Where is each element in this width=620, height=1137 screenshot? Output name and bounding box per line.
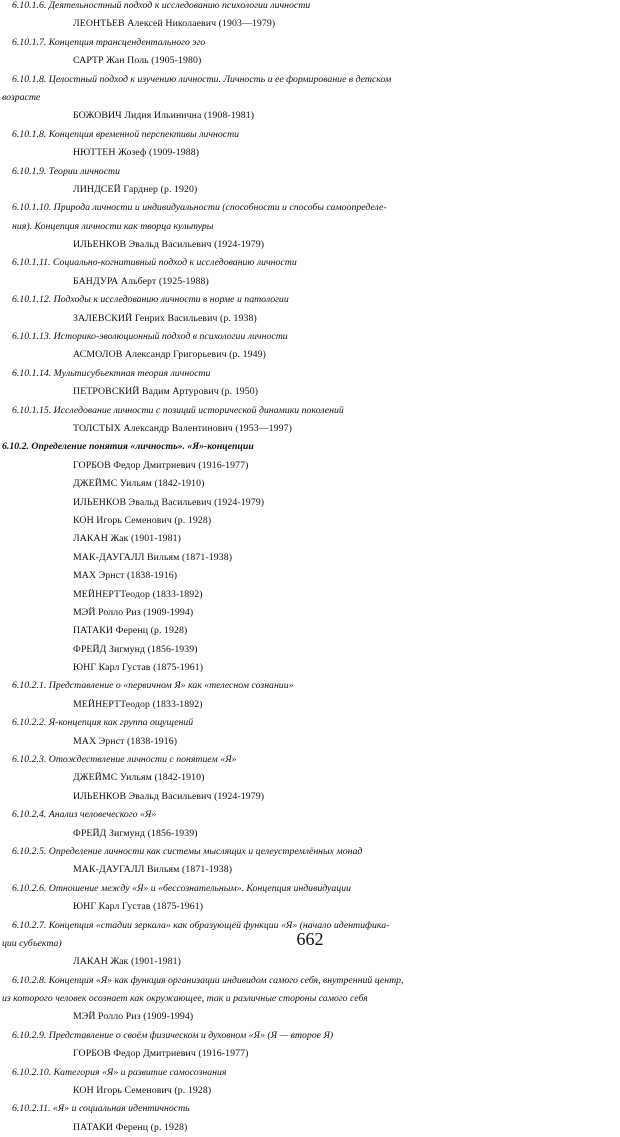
person-entry: ЛАКАН Жак (1901-1981) [73, 533, 182, 545]
person-entry: ПЕТРОВСКИЙ Вадим Артурович (р. 1950) [73, 386, 259, 398]
section-heading: 6.10.2.3. Отождествление личности с понятием «Я» [12, 754, 237, 766]
person-entry: ФРЕЙД Зигмунд (1856-1939) [73, 827, 198, 839]
person-entry: МЕЙНЕРТТеодор (1833-1892) [73, 588, 203, 600]
section-heading: 6.10.1.8. Концепция временной перспективы личности [12, 128, 240, 140]
section-heading: ния). Концепция личности как творца культуры [12, 220, 214, 232]
section-heading: 6.10.1.6. Деятельностный подход к исследованию психологии личности [12, 0, 311, 11]
section-heading: 6.10.2.9. Представление о своём физическом и духовном «Я» (Я — второе Я) [12, 1029, 334, 1041]
person-entry: ЗАЛЕВСКИЙ Генрих Васильевич (р. 1938) [73, 312, 257, 324]
person-entry: ГОРБОВ Федор Дмитриевич (1916-1977) [73, 459, 249, 471]
section-heading: 6.10.2.7. Концепция «стадии зеркала» как образующей функции «Я» (начало идентифика- [12, 919, 390, 931]
section-heading-continuation: из которого человек осознает как окружающее, так и различные стороны самого себя [2, 993, 368, 1005]
person-entry: ГОРБОВ Федор Дмитриевич (1916-1977) [73, 1048, 249, 1060]
person-entry: МАК-ДАУГАЛЛ Вильям (1871-1938) [73, 551, 233, 563]
section-heading: 6.10.1.8. Целостный подход к изучению личности. Личность и ее формирование в детском [12, 73, 392, 85]
section-heading: 6.10.2.2. Я-концепция как группа ощущений [12, 717, 194, 729]
person-entry: БОЖОВИЧ Лидия Ильинична (1908-1981) [73, 110, 255, 122]
section-heading: 6.10.1.10. Природа личности и индивидуальности (способности и способы самоопределе- [12, 202, 387, 214]
person-entry: ДЖЕЙМС Уильям (1842-1910) [73, 478, 205, 490]
person-entry: ЛАКАН Жак (1901-1981) [73, 956, 182, 968]
person-entry: МЭЙ Ролло Риз (1909-1994) [73, 606, 194, 618]
section-heading: 6.10.2.6. Отношение между «Я» и «бессознательным». Концепция индивидуации [12, 882, 351, 894]
section-heading: 6.10.1.13. Историко-эволюционный подход в психологии личности [12, 331, 288, 343]
person-entry: АСМОЛОВ Александр Григорьевич (р. 1949) [73, 349, 266, 361]
section-heading: 6.10.2.4. Анализ человеческого «Я» [12, 809, 157, 821]
section-heading: 6.10.2.5. Определение личности как системы мыслящих и целеустремлённых монад [12, 845, 363, 857]
person-entry: ИЛЬЕНКОВ Эвальд Васильевич (1924-1979) [73, 790, 265, 802]
section-heading: 6.10.1.15. Исследование личности с позиций исторической динамики поколений [12, 404, 344, 416]
person-entry: ЮНГ Карл Густав (1875-1961) [73, 662, 204, 674]
section-heading: 6.10.2.11. «Я» и социальная идентичность [12, 1103, 190, 1115]
person-entry: ИЛЬЕНКОВ Эвальд Васильевич (1924-1979) [73, 496, 265, 508]
person-entry: ТОЛСТЫХ Александр Валентинович (1953—1997) [73, 422, 292, 434]
section-heading: 6.10.2.8. Концепция «Я» как функция организации индивидом самого себя, внутренний центр, [12, 974, 404, 986]
person-entry: ПАТАКИ Ференц (р. 1928) [73, 1121, 188, 1133]
person-entry: ЮНГ Карл Густав (1875-1961) [73, 901, 204, 913]
person-entry: НЮТТЕН Жозеф (1909-1988) [73, 147, 200, 159]
section-heading: 6.10.2.10. Категория «Я» и развитие самосознания [12, 1066, 227, 1078]
person-entry: МАХ Эрнст (1838-1916) [73, 735, 178, 747]
person-entry: МЕЙНЕРТТеодор (1833-1892) [73, 698, 203, 710]
section-heading: 6.10.1.12. Подходы к исследованию личности в норме и патологии [12, 294, 289, 306]
person-entry: КОН Игорь Семенович (р. 1928) [73, 1085, 212, 1097]
person-entry: ЛИНДСЕЙ Гарднер (р. 1920) [73, 183, 198, 195]
section-heading: 6.10.1.9. Теории личности [12, 165, 121, 177]
section-heading: 6.10.2.1. Представление о «первичном Я» как «телесном сознании» [12, 680, 294, 692]
section-heading: 6.10.1.11. Социально-когнитивный подход к исследованию личности [12, 257, 297, 269]
person-entry: БАНДУРА Альберт (1925-1988) [73, 275, 209, 287]
person-entry: ПАТАКИ Ференц (р. 1928) [73, 625, 188, 637]
person-entry: ФРЕЙД Зигмунд (1856-1939) [73, 643, 198, 655]
section-heading: 6.10.1.14. Мультисубъектная теория личности [12, 367, 211, 379]
major-section-heading: 6.10.2. Определение понятия «личность». «Я»-концепции [2, 441, 254, 453]
person-entry: ЛЕОНТЬЕВ Алексей Николаевич (1903—1979) [73, 18, 276, 30]
person-entry: МАК-ДАУГАЛЛ Вильям (1871-1938) [73, 864, 233, 876]
page-number: 662 [296, 929, 324, 949]
person-entry: МЭЙ Ролло Риз (1909-1994) [73, 1011, 194, 1023]
person-entry: КОН Игорь Семенович (р. 1928) [73, 514, 212, 526]
person-entry: ДЖЕЙМС Уильям (1842-1910) [73, 772, 205, 784]
person-entry: ИЛЬЕНКОВ Эвальд Васильевич (1924-1979) [73, 239, 265, 251]
section-heading-continuation: возрасте [2, 91, 41, 103]
person-entry: МАХ Эрнст (1838-1916) [73, 570, 178, 582]
section-heading-continuation: ции субъекта) [2, 937, 62, 949]
person-entry: САРТР Жан Поль (1905-1980) [73, 55, 202, 67]
section-heading: 6.10.1.7. Концепция трансцендентального эго [12, 36, 206, 48]
